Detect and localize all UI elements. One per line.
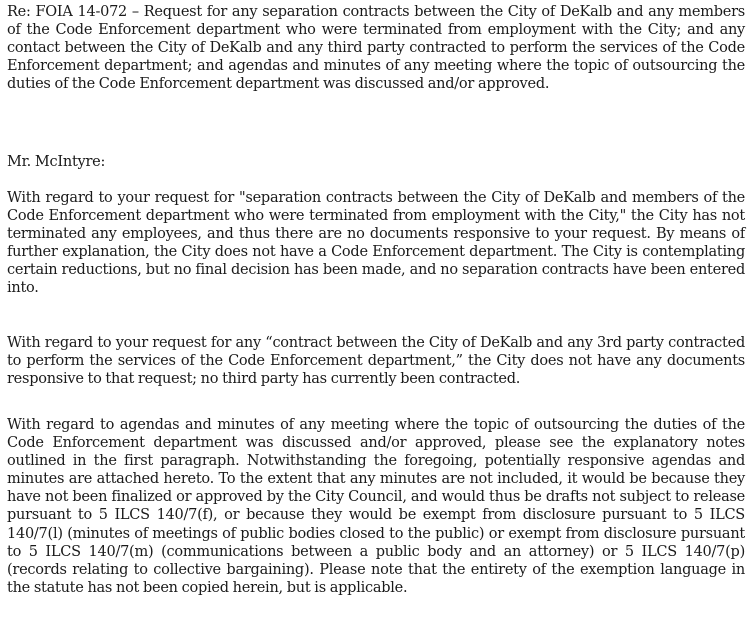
paragraph-third-party-contract: With regard to your request for any “contract between the City of DeKalb and any 3rd party contracted to perform the services of the Code Enforcement department,” the City does not have any documents responsive to that request; no third party has currently been contracted. <box>7 335 745 388</box>
re-line: Re: FOIA 14-072 – Request for any separation contracts between the City of DeKalb and any members of the Code Enforcement department who were terminated from employment with the City; and any contact between the City of DeKalb and any third party contracted to perform the services of the Code Enforcement department; and agendas and minutes of any meeting where the topic of outsourcing the duties of the Code Enforcement department was discussed and/or approved. <box>7 4 745 93</box>
paragraph-separation-contracts: With regard to your request for "separation contracts between the City of DeKalb and members of the Code Enforcement department who were terminated from employment with the City," the City has not terminated any employees, and thus there are no documents responsive to your request. By means of further explanation, the City does not have a Code Enforcement department. The City is contemplating certain reductions, but no final decision has been made, and no separation contracts have been entered into. <box>7 190 745 297</box>
paragraph-agendas-minutes: With regard to agendas and minutes of any meeting where the topic of outsourcing the duties of the Code Enforcement department was discussed and/or approved, please see the explanatory notes outlined in the first paragraph. Notwithstanding the foregoing, potentially responsive agendas and minutes are attached hereto. To the extent that any minutes are not included, it would be because they have not been finalized or approved by the City Council, and would thus be drafts not subject to release pursuant to 5 ILCS 140/7(f), or because they would be exempt from disclosure pursuant to 5 ILCS 140/7(l) (minutes of meetings of public bodies closed to the public) or exempt from disclosure pursuant to 5 ILCS 140/7(m) (communications between a public body and an attorney) or 5 ILCS 140/7(p) (records relating to collective bargaining). Please note that the entirety of the exemption language in the statute has not been copied herein, but is applicable. <box>7 417 745 596</box>
salutation: Mr. McIntyre: <box>7 154 106 170</box>
